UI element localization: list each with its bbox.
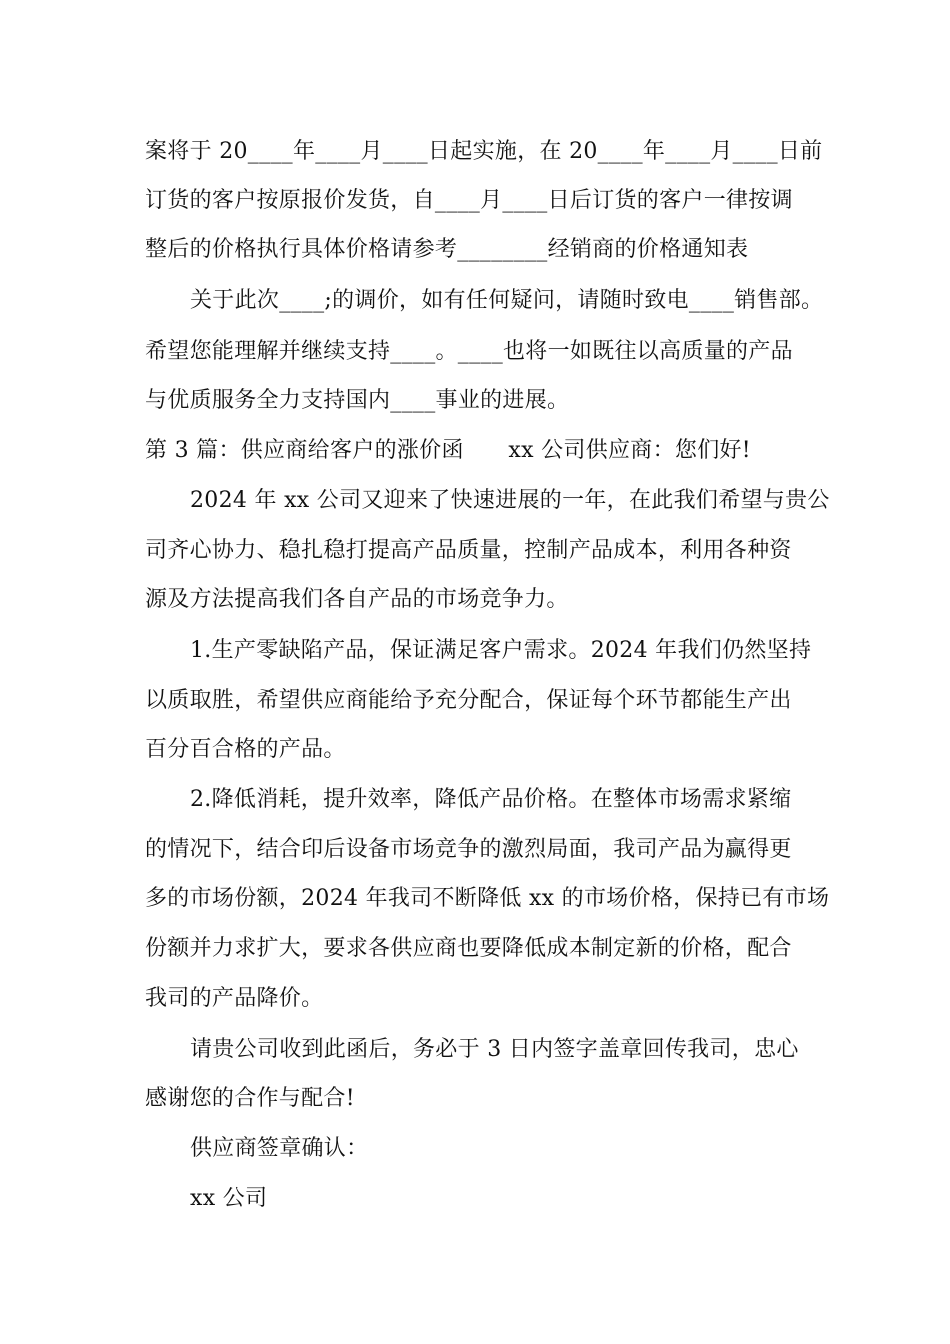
text-line: 希望您能理解并继续支持____。____也将一如既往以高质量的产品: [145, 339, 793, 364]
text-line: 份额并力求扩大，要求各供应商也要降低成本制定新的价格，配合: [145, 936, 792, 961]
text-line: 以质取胜，希望供应商能给予充分配合，保证每个环节都能生产出: [145, 688, 792, 713]
text-line: 与优质服务全力支持国内____事业的进展。: [145, 388, 570, 413]
section-heading: 第 3 篇：供应商给客户的涨价函 xx 公司供应商：您们好!: [145, 438, 751, 463]
signature-label: 供应商签章确认：: [190, 1136, 369, 1161]
text-line: 整后的价格执行具体价格请参考________经销商的价格通知表: [145, 237, 749, 262]
text-line: 2.降低消耗，提升效率，降低产品价格。在整体市场需求紧缩: [190, 787, 792, 812]
text-line: 的情况下，结合印后设备市场竞争的激烈局面，我司产品为赢得更: [145, 837, 792, 862]
text-line: 源及方法提高我们各自产品的市场竞争力。: [145, 587, 569, 612]
company-name: xx 公司: [190, 1186, 268, 1211]
text-line: 多的市场份额，2024 年我司不断降低 xx 的市场价格，保持已有市场: [145, 886, 830, 911]
text-line: 案将于 20____年____月____日起实施，在 20____年____月____日前: [145, 139, 823, 164]
text-line: 请贵公司收到此函后，务必于 3 日内签字盖章回传我司，忠心: [190, 1037, 799, 1062]
text-line: 订货的客户按原报价发货，自____月____日后订货的客户一律按调: [145, 188, 793, 213]
text-line: 百分百合格的产品。: [145, 737, 346, 762]
text-line: 2024 年 xx 公司又迎来了快速进展的一年，在此我们希望与贵公: [190, 488, 830, 513]
text-line: 1.生产零缺陷产品，保证满足客户需求。2024 年我们仍然坚持: [190, 638, 812, 663]
text-line: 我司的产品降价。: [145, 986, 324, 1011]
text-line: 关于此次____;的调价，如有任何疑问，请随时致电____销售部。: [190, 288, 824, 313]
text-line: 感谢您的合作与配合!: [145, 1086, 355, 1111]
text-line: 司齐心协力、稳扎稳打提高产品质量，控制产品成本，利用各种资: [145, 538, 792, 563]
